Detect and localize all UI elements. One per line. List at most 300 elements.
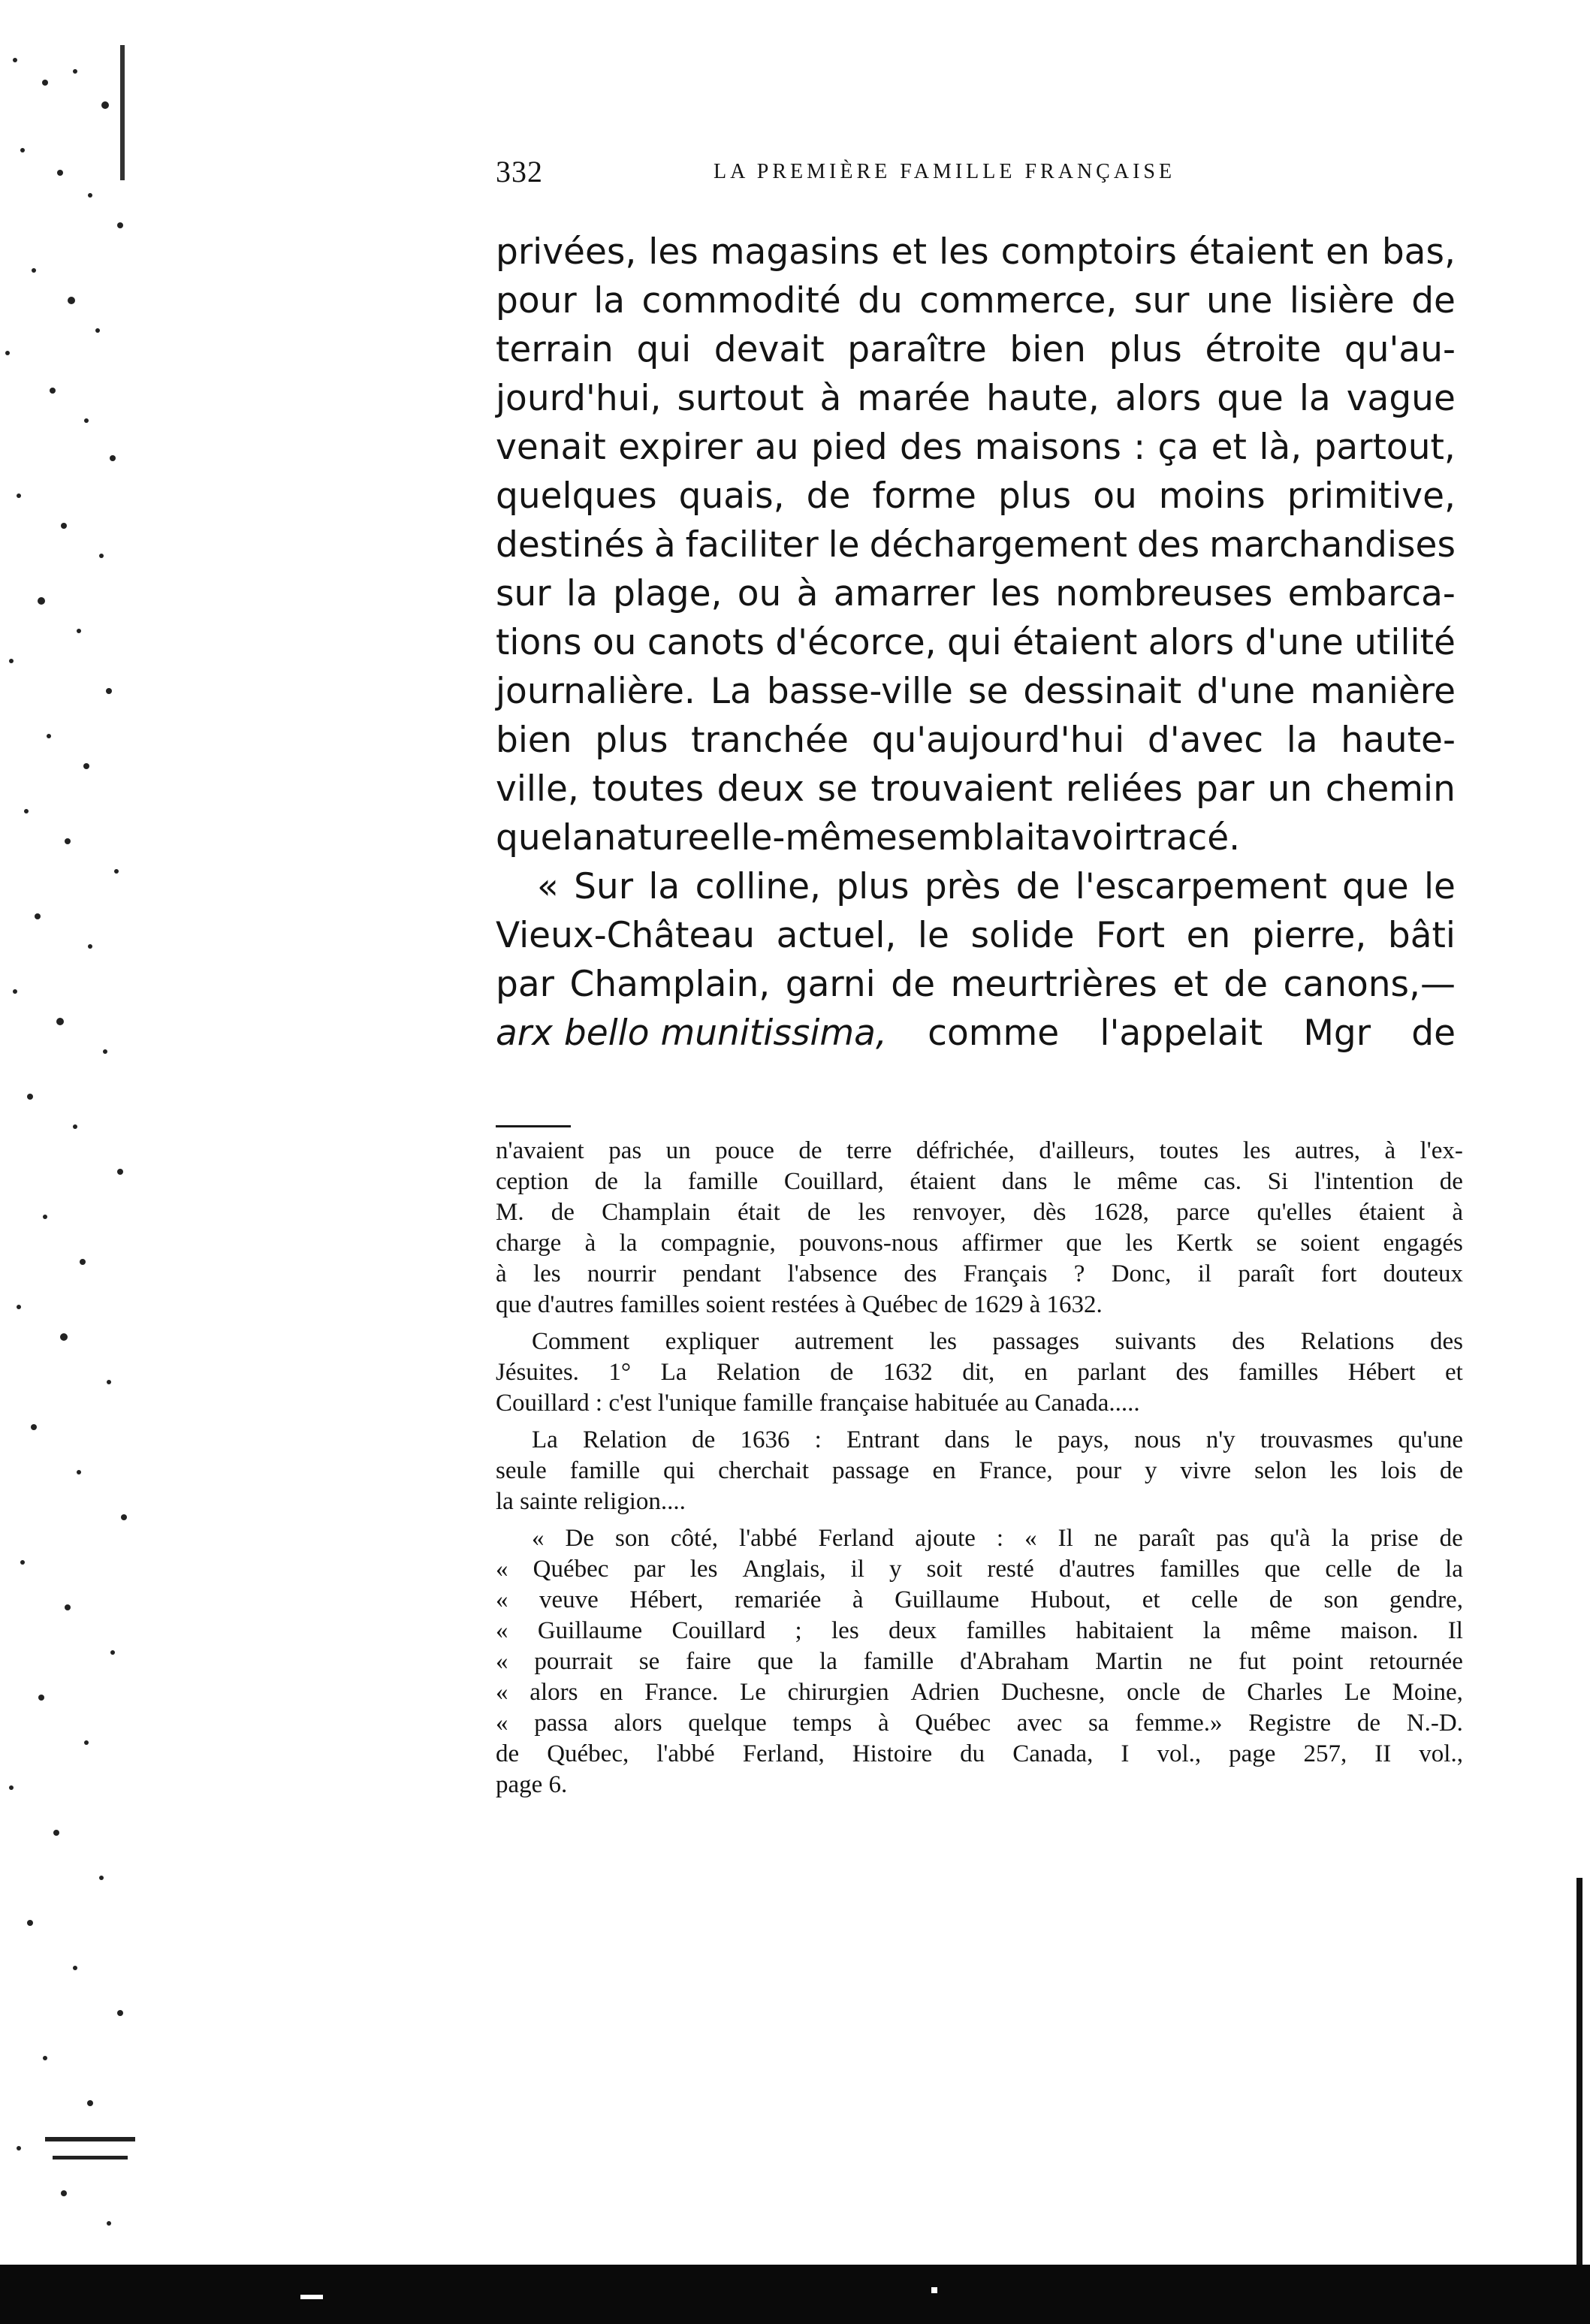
word: d'une <box>1245 622 1344 663</box>
word: vivre <box>1180 1457 1232 1484</box>
word: l'absence <box>787 1260 878 1287</box>
word: avoir <box>1049 817 1138 859</box>
word: les <box>831 1617 859 1644</box>
word: Champlain, <box>569 964 771 1005</box>
word: quelques <box>496 475 657 517</box>
text-line <box>496 521 1456 569</box>
word: seule <box>496 1457 547 1484</box>
word: avec <box>1016 1710 1063 1737</box>
word: de <box>891 964 936 1005</box>
word: se <box>638 1648 660 1675</box>
word: remariée <box>734 1586 822 1613</box>
word: l'intention <box>1314 1168 1414 1195</box>
scan-edge-right <box>1567 1878 1590 2268</box>
word: les <box>1242 1137 1271 1164</box>
word: de <box>1356 1710 1381 1737</box>
word: y <box>1144 1457 1157 1484</box>
text-line <box>496 667 1456 716</box>
word: Québec <box>915 1710 991 1737</box>
word: pouvons-nous <box>799 1230 939 1257</box>
word: ou <box>1093 475 1137 517</box>
footnote-line <box>496 1388 1463 1419</box>
word: nourrir <box>587 1260 656 1287</box>
word: de <box>830 1359 854 1386</box>
word: qui <box>636 329 692 370</box>
word: que <box>1342 866 1409 907</box>
word: celle <box>1325 1556 1372 1583</box>
word: II <box>1374 1740 1392 1767</box>
word: devait <box>714 329 825 370</box>
word: suivants <box>1115 1328 1196 1355</box>
word: l'abbé <box>656 1740 715 1767</box>
word: dit, <box>962 1359 995 1386</box>
word: tranchée <box>691 720 849 761</box>
word: De <box>565 1525 594 1552</box>
word: M. <box>496 1199 524 1226</box>
word: canons,— <box>1283 964 1456 1005</box>
word: Jésuites. <box>496 1359 579 1386</box>
word: alors <box>1115 378 1202 419</box>
word: était <box>738 1199 780 1226</box>
word: familles <box>966 1617 1046 1644</box>
word: les <box>1125 1230 1153 1257</box>
word: destinés <box>496 524 644 566</box>
word: marée <box>857 378 971 419</box>
word: de <box>798 1137 822 1164</box>
word: de <box>1411 280 1456 321</box>
word: étaient <box>1012 622 1138 663</box>
word: Champlain <box>602 1199 711 1226</box>
word: ne <box>1094 1525 1118 1552</box>
word: à <box>584 1230 596 1257</box>
word: manière <box>1310 671 1456 712</box>
word: à <box>496 1260 507 1287</box>
word: pas <box>608 1137 642 1164</box>
word: un <box>665 1137 691 1164</box>
word: ça <box>1157 427 1199 468</box>
word: toutes <box>592 768 704 810</box>
word: par <box>1196 768 1255 810</box>
word: Relation <box>583 1426 667 1453</box>
scan-edge-left <box>0 0 150 2324</box>
word: femme.» <box>1135 1710 1223 1737</box>
word: autrement <box>794 1328 894 1355</box>
word: Couillard <box>671 1617 766 1644</box>
word: privées, <box>496 231 637 273</box>
body-text <box>496 228 1456 1058</box>
word: à <box>1452 1199 1463 1226</box>
word: la <box>566 573 598 614</box>
footnote-line <box>496 1739 1463 1770</box>
word: page <box>1229 1740 1276 1767</box>
word: Hubout, <box>1030 1586 1112 1613</box>
word: cherchait <box>718 1457 810 1484</box>
word: étaient <box>910 1168 976 1195</box>
word: terrain <box>496 329 614 370</box>
word: la <box>619 1230 638 1257</box>
footnote-line <box>496 1486 1463 1517</box>
word: le <box>917 915 949 956</box>
word: La <box>660 1359 687 1386</box>
word: de <box>1269 1586 1293 1613</box>
footnote-line <box>496 1197 1463 1228</box>
word: des <box>1136 524 1200 566</box>
word: de <box>1411 1013 1456 1054</box>
word: paraître <box>847 329 987 370</box>
word: parce <box>1176 1199 1230 1226</box>
word: la <box>1286 720 1318 761</box>
word: de <box>1223 964 1268 1005</box>
footnote-line <box>496 1646 1463 1677</box>
word: 1632 <box>882 1359 933 1386</box>
word: Il <box>1447 1617 1463 1644</box>
word: 1628, <box>1093 1199 1149 1226</box>
word: alors <box>1148 622 1235 663</box>
word: Ferland, <box>742 1740 825 1767</box>
word: famille <box>863 1648 934 1675</box>
word: amarrer <box>833 573 976 614</box>
word: Martin <box>1095 1648 1163 1675</box>
word: compagnie, <box>660 1230 776 1257</box>
word: embarca- <box>1287 573 1456 614</box>
word: prise <box>1370 1525 1419 1552</box>
word: que <box>1066 1230 1102 1257</box>
footnote-text: Couillard : c'est l'unique famille française habituée au Canada..... <box>496 1390 1140 1417</box>
word: journalière. <box>496 671 695 712</box>
word: Entrant <box>846 1426 920 1453</box>
word: chirurgien <box>787 1679 889 1706</box>
footnote-line <box>496 1290 1463 1320</box>
word: y <box>889 1556 902 1583</box>
word: là, <box>1259 427 1302 468</box>
word: le <box>828 524 860 566</box>
footnotes <box>496 1136 1463 1800</box>
word: famille <box>687 1168 759 1195</box>
word: par <box>633 1556 665 1583</box>
word: partout, <box>1314 427 1456 468</box>
word: pour <box>1076 1457 1122 1484</box>
word: marchandises <box>1209 524 1456 566</box>
text-line <box>496 276 1456 325</box>
text-line <box>496 960 1456 1009</box>
word: Hébert <box>1347 1359 1416 1386</box>
word: toutes <box>1159 1137 1219 1164</box>
word: trouvasmes <box>1260 1426 1374 1453</box>
word: et <box>1142 1586 1160 1613</box>
word: faire <box>686 1648 732 1675</box>
word: tions <box>496 622 582 663</box>
word: dans <box>944 1426 990 1453</box>
word: surtout <box>677 378 804 419</box>
word: soient <box>1300 1230 1360 1257</box>
word: jourd'hui, <box>496 378 662 419</box>
word: commodité <box>641 280 841 321</box>
word: magasins <box>710 231 879 273</box>
word: canots <box>647 622 765 663</box>
word: d'autres <box>1058 1556 1136 1583</box>
word: N.-D. <box>1406 1710 1463 1737</box>
word: ou <box>592 622 637 663</box>
word: passa <box>534 1710 588 1737</box>
word: veuve <box>539 1586 599 1613</box>
word: Comment <box>532 1328 630 1355</box>
word: et <box>891 231 928 273</box>
footnote-line <box>496 1770 1463 1800</box>
word: le <box>1015 1426 1033 1453</box>
word: d'une <box>1196 671 1296 712</box>
word: 1° <box>608 1359 632 1386</box>
word: des <box>900 427 963 468</box>
word: que <box>1264 1556 1301 1583</box>
word: tracé. <box>1137 817 1241 859</box>
word: faciliter <box>685 524 819 566</box>
word: en <box>1186 915 1231 956</box>
word: en <box>1326 231 1370 273</box>
word: resté <box>987 1556 1034 1583</box>
word: la <box>648 866 680 907</box>
word: les <box>990 573 1040 614</box>
word: il <box>850 1556 864 1583</box>
word: l'escarpement <box>1075 866 1327 907</box>
word: : <box>996 1525 1004 1552</box>
word: les <box>533 1260 561 1287</box>
word: de <box>1439 1168 1463 1195</box>
word: vol., <box>1419 1740 1463 1767</box>
word: gendre, <box>1389 1586 1463 1613</box>
word: I <box>1121 1740 1130 1767</box>
footnote-text: la sainte religion.... <box>496 1488 686 1515</box>
word: se <box>967 671 1009 712</box>
word: une <box>1205 280 1273 321</box>
word: plus <box>836 866 910 907</box>
text-line <box>496 618 1456 667</box>
word: à <box>796 573 819 614</box>
word: la <box>1445 1556 1463 1583</box>
word: nous <box>1134 1426 1181 1453</box>
word: retournée <box>1369 1648 1463 1675</box>
word: oncle <box>1127 1679 1181 1706</box>
word: Guillaume <box>895 1586 1000 1613</box>
word: expirer <box>618 427 743 468</box>
text-line <box>496 765 1456 813</box>
word: déchargement <box>869 524 1127 566</box>
text-line <box>496 374 1456 423</box>
word: il <box>1197 1260 1212 1287</box>
page-number: 332 <box>496 155 543 189</box>
word: douteux <box>1383 1260 1463 1287</box>
word: temps <box>792 1710 852 1737</box>
word: se <box>817 768 858 810</box>
word: cas. <box>1203 1168 1242 1195</box>
word: « <box>537 866 559 907</box>
word: lisière <box>1289 280 1395 321</box>
word: Duchesne, <box>1000 1679 1106 1706</box>
word: sur <box>496 573 551 614</box>
text-line <box>496 472 1456 521</box>
word: engagés <box>1383 1230 1463 1257</box>
word: à <box>877 1710 889 1737</box>
word: garni <box>785 964 876 1005</box>
word: expliquer <box>665 1328 759 1355</box>
word: et <box>1172 964 1208 1005</box>
footnote-line <box>496 1708 1463 1739</box>
word: meurtrières <box>950 964 1157 1005</box>
footnote-line <box>496 1554 1463 1585</box>
word: Hébert, <box>629 1586 704 1613</box>
word: des <box>1175 1359 1209 1386</box>
word: des <box>1232 1328 1266 1355</box>
word: quelque <box>688 1710 767 1737</box>
word: autres, <box>1295 1137 1361 1164</box>
word: qu'aujourd'hui <box>871 720 1125 761</box>
word: Le <box>740 1679 766 1706</box>
word: celle <box>1191 1586 1239 1613</box>
word: de <box>1439 1457 1463 1484</box>
word: qui <box>946 622 1002 663</box>
word: elle-même <box>709 817 898 859</box>
footnote-text: que d'autres familles soient restées à Québec de 1629 à 1632. <box>496 1291 1103 1318</box>
word: lois <box>1380 1457 1417 1484</box>
text-line <box>496 911 1456 960</box>
word: les <box>1329 1457 1358 1484</box>
word: ne <box>1188 1648 1213 1675</box>
word: qu'elles <box>1257 1199 1332 1226</box>
word: comme <box>928 1013 1060 1054</box>
word: « <box>496 1710 508 1737</box>
word: bien <box>1009 329 1086 370</box>
word: par <box>496 964 554 1005</box>
footnote-line <box>496 1677 1463 1708</box>
word: haute- <box>1341 720 1456 761</box>
word: étaient <box>1359 1199 1426 1226</box>
word: quais, <box>678 475 785 517</box>
text-line <box>496 1009 1456 1058</box>
word: dans <box>1001 1168 1048 1195</box>
word: « <box>496 1586 508 1613</box>
word: Registre <box>1248 1710 1332 1737</box>
word: les <box>939 231 989 273</box>
word: de <box>551 1199 575 1226</box>
word: habitaient <box>1076 1617 1174 1644</box>
word: Mgr <box>1303 1013 1371 1054</box>
word: se <box>1256 1230 1278 1257</box>
word: à <box>1384 1137 1396 1164</box>
word: étaient <box>1188 231 1314 273</box>
word: d'ailleurs, <box>1039 1137 1136 1164</box>
word: les <box>689 1556 718 1583</box>
word: qu'une <box>1398 1426 1463 1453</box>
word: alors <box>614 1710 662 1737</box>
word: Ferland <box>818 1525 895 1552</box>
word: le <box>1073 1168 1091 1195</box>
word: haute, <box>986 378 1100 419</box>
word: les <box>648 231 698 273</box>
text-line <box>496 862 1456 911</box>
word: comptoirs <box>1000 231 1177 273</box>
word: à <box>653 524 676 566</box>
footnote-line <box>496 1228 1463 1259</box>
word: de <box>1396 1556 1420 1583</box>
word: colline, <box>695 866 821 907</box>
word: 1636 <box>740 1426 790 1453</box>
word: près <box>924 866 1001 907</box>
paragraph-gap <box>496 1320 1463 1326</box>
word: semblait <box>897 817 1050 859</box>
word: reliées <box>1066 768 1183 810</box>
word: paraît <box>1238 1260 1295 1287</box>
text-line <box>496 423 1456 472</box>
word: de <box>1439 1525 1463 1552</box>
word: : <box>1133 427 1146 468</box>
word: la <box>593 280 626 321</box>
text-line <box>496 813 1456 862</box>
word: Si <box>1267 1168 1289 1195</box>
word: nature <box>593 817 710 859</box>
word: pendant <box>682 1260 762 1287</box>
word: Il <box>1057 1525 1073 1552</box>
word: parlant <box>1077 1359 1147 1386</box>
footnote-line <box>496 1523 1463 1554</box>
word: nombreuses <box>1055 573 1273 614</box>
word: primitive, <box>1287 475 1456 517</box>
word: plus <box>1109 329 1182 370</box>
word: point <box>1292 1648 1344 1675</box>
word: forme <box>872 475 976 517</box>
latin-quote: arx bello munitissima, <box>496 1013 887 1054</box>
word: bas, <box>1381 231 1456 273</box>
footnote-line <box>496 1167 1463 1197</box>
word: sur <box>1133 280 1190 321</box>
word: passages <box>992 1328 1079 1355</box>
word: des <box>904 1260 937 1287</box>
word: des <box>1429 1328 1463 1355</box>
running-head <box>496 146 1247 192</box>
word: deux <box>889 1617 937 1644</box>
word: trouvaient <box>870 768 1053 810</box>
word: France. <box>644 1679 719 1706</box>
word: Québec <box>533 1556 609 1583</box>
word: bâti <box>1387 915 1456 956</box>
word: même <box>1117 1168 1178 1195</box>
footnote-line <box>496 1259 1463 1290</box>
scan-bar-bottom <box>0 2250 1590 2324</box>
word: à <box>852 1586 864 1613</box>
word: familles <box>1160 1556 1240 1583</box>
word: que <box>757 1648 794 1675</box>
word: Donc, <box>1111 1260 1172 1287</box>
word: qui <box>663 1457 695 1484</box>
word: 257, <box>1303 1740 1347 1767</box>
word: la <box>1299 378 1331 419</box>
word: vol., <box>1157 1740 1202 1767</box>
word: que <box>1217 378 1284 419</box>
word: « <box>1024 1525 1037 1552</box>
word: commerce, <box>919 280 1118 321</box>
footnote-line <box>496 1456 1463 1486</box>
word: ? <box>1073 1260 1085 1287</box>
word: l'abbé <box>739 1525 798 1552</box>
word: en <box>932 1457 956 1484</box>
word: de <box>594 1168 618 1195</box>
word: utilité <box>1354 622 1456 663</box>
word: pays, <box>1057 1426 1109 1453</box>
word: « <box>496 1617 508 1644</box>
word: fut <box>1239 1648 1266 1675</box>
word: alors <box>529 1679 578 1706</box>
word: Relations <box>1300 1328 1395 1355</box>
word: moins <box>1158 475 1266 517</box>
word: qu'au- <box>1344 329 1456 370</box>
